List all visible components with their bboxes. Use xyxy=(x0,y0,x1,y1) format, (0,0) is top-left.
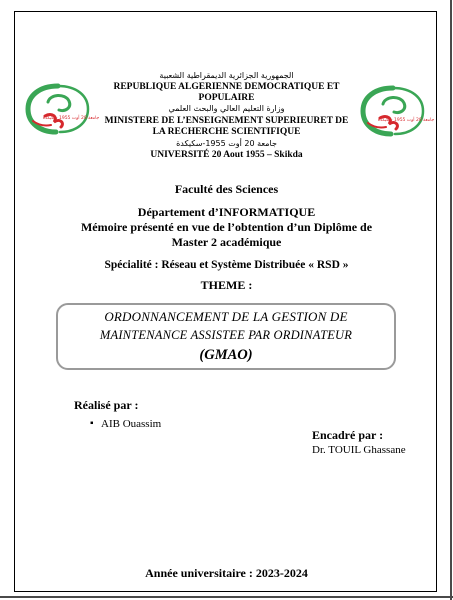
logo-caption: جامعة 20 أوت 1955 سكيكدة xyxy=(377,118,435,123)
header-university: UNIVERSITÉ 20 Aout 1955 – Skikda xyxy=(150,150,303,160)
academic-year: Année universitaire : 2023-2024 xyxy=(145,566,308,580)
header-ministry-line1: MINISTERE DE L’ENSEIGNEMENT SUPERIEURET DE xyxy=(104,116,349,126)
header-arabic-university: جامعة 20 أوت 1955-سكيكدة xyxy=(176,139,277,148)
header-republic-line2: POPULAIRE xyxy=(198,93,255,103)
realise-label: Réalisé par : xyxy=(74,398,139,412)
header-arabic-ministry: وزارة التعليم العالي والبحث العلمي xyxy=(168,104,285,113)
page-edge-bottom xyxy=(0,596,453,598)
encadre-label: Encadré par : xyxy=(312,428,384,442)
memoire-line1: Mémoire présenté en vue de l’obtention d’un Diplôme de xyxy=(80,220,373,234)
theme-title-line2: MAINTENANCE ASSISTEE PAR ORDINATEUR xyxy=(99,328,353,342)
department-name: Département d’INFORMATIQUE xyxy=(137,205,316,219)
specialite: Spécialité : Réseau et Système Distribuée « RSD » xyxy=(104,259,349,271)
header-republic-line1: REPUBLIQUE ALGERIENNE DEMOCRATIQUE ET xyxy=(113,82,340,92)
memoire-line2: Master 2 académique xyxy=(171,235,282,249)
theme-title-line3: (GMAO) xyxy=(199,347,253,363)
header-arabic-republic: الجمهورية الجزائرية الديمقراطية الشعبية xyxy=(159,71,294,80)
theme-title-line1: ORDONNANCEMENT DE LA GESTION DE xyxy=(104,309,348,324)
logo-caption: جامعة 20 أوت 1955 سكيكدة xyxy=(42,116,100,121)
author-name: AIB Ouassim xyxy=(101,418,162,430)
theme-label: THEME : xyxy=(200,278,253,292)
theme-title-box xyxy=(56,303,396,370)
faculty-name: Faculté des Sciences xyxy=(174,182,279,196)
bullet-icon: ▪ xyxy=(90,418,94,429)
supervisor-name: Dr. TOUIL Ghassane xyxy=(312,444,406,456)
header-ministry-line2: LA RECHERCHE SCIENTIFIQUE xyxy=(152,127,301,137)
